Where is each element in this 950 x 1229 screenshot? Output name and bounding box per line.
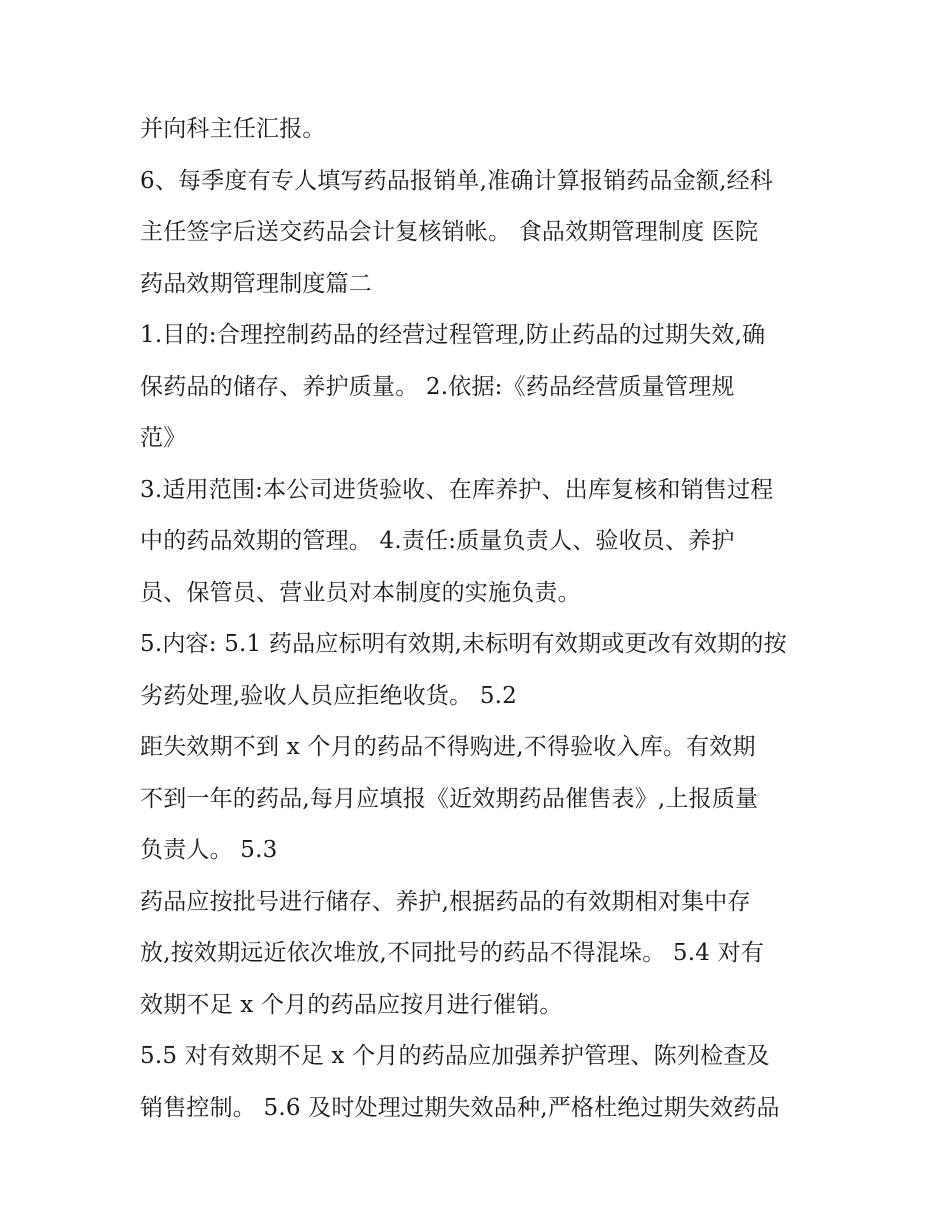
text-line: 药品应按批号进行储存、养护,根据药品的有效期相对集中存 — [140, 888, 751, 915]
text-line: 并向科主任汇报。 — [140, 116, 326, 142]
text-line: 1.目的:合理控制药品的经营过程管理,防止药品的过期失效,确 — [140, 322, 766, 348]
text-line: 5.内容: 5.1 药品应标明有效期,未标明有效期或更改有效期的按 — [140, 631, 787, 657]
text-line: 保药品的储存、养护质量。 2.依据:《药品经营质量管理规 — [140, 373, 735, 400]
text-line: 销售控制。 5.6 及时处理过期失效品种,严格杜绝过期失效药品 — [140, 1094, 780, 1121]
text-line: 5.5 对有效期不足 x 个月的药品应加强养护管理、陈列检查及 — [140, 1043, 770, 1069]
text-line: 距失效期不到 x 个月的药品不得购进,不得验收入库。有效期 — [140, 734, 756, 760]
text-line: 劣药处理,验收人员应拒绝收货。 5.2 — [140, 682, 517, 709]
text-line: 放,按效期远近依次堆放,不同批号的药品不得混垛。 5.4 对有 — [140, 940, 765, 966]
text-line: 中的药品效期的管理。 4.责任:质量负责人、验收员、养护 — [140, 528, 735, 554]
text-line: 3.适用范围:本公司进货验收、在库养护、出库复核和销售过程 — [140, 476, 774, 503]
text-line: 主任签字后送交药品会计复核销帐。 食品效期管理制度 医院 — [140, 219, 759, 245]
text-line: 6、每季度有专人填写药品报销单,准确计算报销药品金额,经科 — [140, 167, 774, 194]
text-line: 范》 — [140, 425, 187, 451]
text-line: 负责人。 5.3 — [140, 837, 278, 863]
text-line: 员、保管员、营业员对本制度的实施负责。 — [140, 579, 581, 606]
text-line: 效期不足 x 个月的药品应按月进行催销。 — [140, 991, 563, 1018]
section-heading: 药品效期管理制度篇二 — [140, 270, 372, 297]
document-body — [140, 104, 830, 1134]
text-line: 不到一年的药品,每月应填报《近效期药品催售表》,上报质量 — [140, 785, 759, 812]
